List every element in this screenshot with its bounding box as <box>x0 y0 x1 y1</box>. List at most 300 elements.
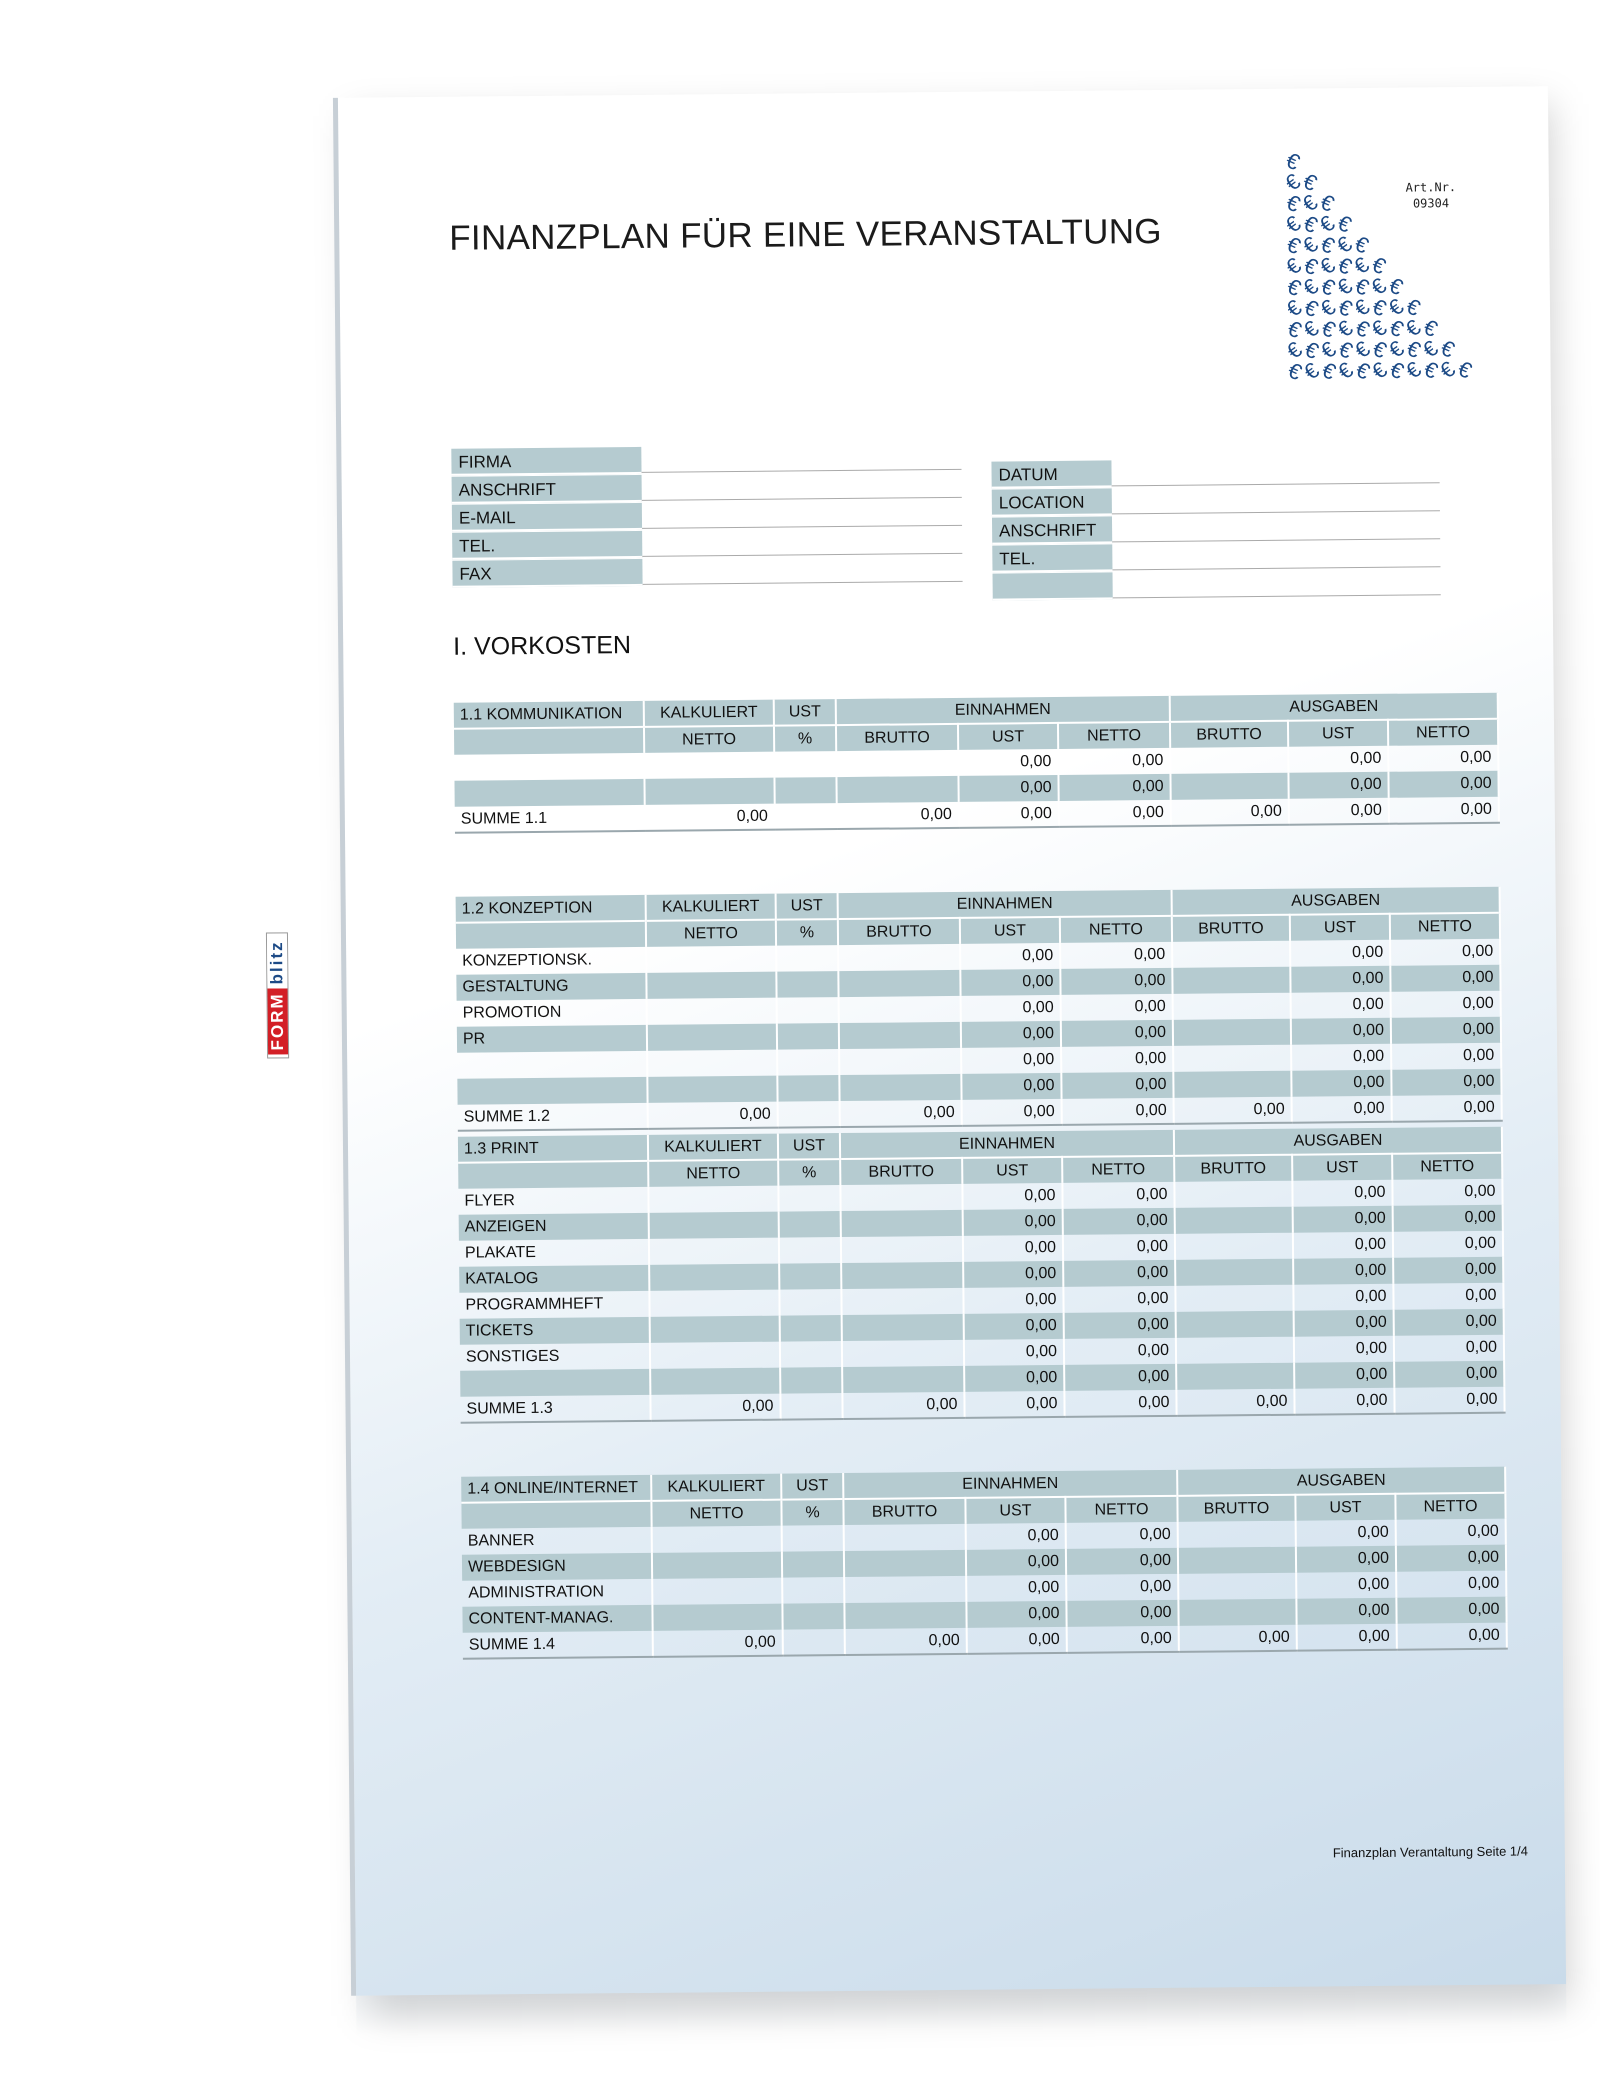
brand-logo <box>266 932 289 1058</box>
row-value[interactable] <box>844 1576 966 1603</box>
sum-value <box>783 1629 845 1656</box>
row-value: 0,00 <box>1394 1361 1504 1388</box>
row-value[interactable] <box>779 1237 841 1264</box>
row-value[interactable] <box>779 1211 841 1238</box>
euro-glyph-icon: € <box>1332 315 1358 343</box>
euro-glyph-icon: € <box>1386 356 1408 385</box>
col-ausgaben: AUSGABEN <box>1172 887 1500 916</box>
euro-glyph-icon: € <box>1282 189 1305 218</box>
euro-glyph-icon: € <box>1317 272 1339 301</box>
euro-glyph-icon: € <box>1315 294 1341 322</box>
row-value[interactable] <box>1178 1547 1296 1574</box>
euro-glyph-icon: € <box>1284 357 1306 386</box>
col-ust: UST <box>774 699 836 726</box>
subheader-ust: UST <box>965 1497 1065 1524</box>
row-label: KONZEPTIONSK. <box>456 947 646 975</box>
row-value[interactable] <box>839 996 961 1023</box>
sum-value: 0,00 <box>1179 1625 1297 1652</box>
row-value: 0,00 <box>1296 1520 1396 1547</box>
euro-glyph-icon: € <box>1283 273 1305 302</box>
subheader-netto: NETTO <box>1062 1156 1174 1183</box>
company-info-field-line[interactable] <box>643 581 963 585</box>
row-label: SONSTIGES <box>460 1343 650 1371</box>
row-value[interactable] <box>1173 1019 1291 1046</box>
subheader-percent: % <box>774 725 836 752</box>
row-value: 0,00 <box>961 1021 1061 1048</box>
row-value[interactable] <box>1175 1285 1293 1312</box>
row-value[interactable] <box>839 1048 961 1075</box>
col-ausgaben: AUSGABEN <box>1174 1127 1502 1156</box>
row-value[interactable] <box>647 1076 777 1103</box>
euro-glyph-icon: € <box>1297 189 1323 217</box>
row-value: 0,00 <box>1061 1046 1173 1073</box>
sum-value: 0,00 <box>1397 1623 1507 1650</box>
subheader-percent: % <box>781 1499 843 1526</box>
page-reflection <box>356 1984 1566 2036</box>
sum-value: 0,00 <box>842 1392 964 1419</box>
sum-value: 0,00 <box>650 1394 780 1421</box>
row-value[interactable] <box>841 1262 963 1289</box>
euro-glyph-icon: € <box>1298 273 1323 301</box>
subheader-brutto: BRUTTO <box>843 1498 965 1525</box>
row-value[interactable] <box>777 1049 839 1076</box>
subheader-empty <box>454 727 644 755</box>
document-title: FINANZPLAN FÜR EINE VERANSTALTUNG <box>449 211 1163 258</box>
sum-value: 0,00 <box>959 801 1059 828</box>
row-value[interactable] <box>1173 1071 1291 1098</box>
event-info-label: DATUM <box>991 460 1111 488</box>
sum-value: 0,00 <box>1294 1388 1394 1415</box>
finance-table <box>461 1467 1508 1660</box>
row-value: 0,00 <box>964 1339 1064 1366</box>
euro-glyph-icon: € <box>1350 230 1373 259</box>
euro-glyph-icon: € <box>1281 252 1306 280</box>
row-value: 0,00 <box>1391 1069 1501 1096</box>
row-value: 0,00 <box>1393 1257 1503 1284</box>
row-value: 0,00 <box>1288 746 1388 773</box>
row-value[interactable] <box>1172 941 1290 968</box>
col-einnahmen: EINNAHMEN <box>840 1130 1174 1159</box>
row-label: PR <box>457 1025 647 1053</box>
row-value: 0,00 <box>1064 1338 1176 1365</box>
finance-table <box>458 1127 1506 1424</box>
sum-value: 0,00 <box>1064 1390 1176 1417</box>
sum-value: 0,00 <box>845 1628 967 1655</box>
company-info-label: FAX <box>452 559 642 588</box>
euro-glyph-icon: € <box>1315 252 1340 280</box>
row-value: 0,00 <box>961 1073 1061 1100</box>
row-value: 0,00 <box>1390 965 1500 992</box>
row-value: 0,00 <box>1393 1231 1503 1258</box>
euro-glyph-icon: € <box>1419 313 1442 342</box>
sum-value: 0,00 <box>1067 1626 1179 1653</box>
euro-glyph-icon: € <box>1383 293 1409 322</box>
row-value[interactable] <box>782 1603 844 1630</box>
row-label <box>457 1051 647 1079</box>
row-value: 0,00 <box>1394 1335 1504 1362</box>
table-title: 1.4 ONLINE/INTERNET <box>461 1475 651 1503</box>
sum-value: 0,00 <box>1389 797 1499 824</box>
row-value[interactable] <box>644 752 774 779</box>
row-value[interactable] <box>836 776 958 803</box>
euro-glyph-icon: € <box>1300 294 1323 322</box>
article-number-value: 09304 <box>1412 196 1450 211</box>
row-value: 0,00 <box>1293 1258 1393 1285</box>
col-einnahmen: EINNAHMEN <box>836 696 1170 725</box>
euro-glyph-icon: € <box>1401 356 1426 384</box>
row-value[interactable] <box>650 1368 780 1395</box>
row-value[interactable] <box>650 1342 780 1369</box>
row-label: ANZEIGEN <box>459 1213 649 1241</box>
row-value[interactable] <box>844 1524 966 1551</box>
row-value[interactable] <box>777 997 839 1024</box>
event-info-label: ANSCHRIFT <box>992 516 1112 544</box>
row-value: 0,00 <box>1064 1364 1176 1391</box>
row-value[interactable] <box>780 1341 842 1368</box>
col-kalkuliert: KALKULIERT <box>644 700 774 727</box>
euro-glyph-icon: € <box>1315 336 1341 364</box>
sum-value <box>775 803 837 830</box>
subheader-brutto: BRUTTO <box>838 918 960 945</box>
row-value[interactable] <box>1178 1521 1296 1548</box>
row-value[interactable] <box>649 1212 779 1239</box>
euro-glyph-icon: € <box>1300 252 1322 280</box>
row-value: 0,00 <box>1060 942 1172 969</box>
row-value: 0,00 <box>1062 1182 1174 1209</box>
subheader-ust: UST <box>958 723 1058 750</box>
event-info-label: TEL. <box>992 544 1112 572</box>
row-value: 0,00 <box>1391 991 1501 1018</box>
row-value[interactable] <box>780 1367 842 1394</box>
row-label: ADMINISTRATION <box>462 1579 652 1607</box>
row-value[interactable] <box>782 1577 844 1604</box>
row-value: 0,00 <box>1066 1522 1178 1549</box>
row-value[interactable] <box>647 998 777 1025</box>
company-info-label: ANSCHRIFT <box>452 475 642 504</box>
row-value[interactable] <box>650 1316 780 1343</box>
row-value[interactable] <box>841 1236 963 1263</box>
row-value: 0,00 <box>1391 1043 1501 1070</box>
col-einnahmen: EINNAHMEN <box>843 1470 1177 1499</box>
row-value: 0,00 <box>1066 1548 1178 1575</box>
row-value[interactable] <box>652 1578 782 1605</box>
event-info-row <box>991 457 1439 488</box>
row-value: 0,00 <box>964 1313 1064 1340</box>
row-value[interactable] <box>1173 1045 1291 1072</box>
row-value[interactable] <box>1176 1363 1294 1390</box>
row-value[interactable] <box>841 1288 963 1315</box>
subheader-netto: NETTO <box>648 1160 778 1187</box>
subheader-empty <box>461 1501 651 1529</box>
subheader-ust: UST <box>1288 720 1388 747</box>
euro-glyph-icon: € <box>1385 272 1407 301</box>
row-value: 0,00 <box>961 995 1061 1022</box>
event-info-field-line[interactable] <box>1113 594 1441 598</box>
subheader-brutto: BRUTTO <box>1170 721 1288 748</box>
row-value[interactable] <box>838 944 960 971</box>
euro-glyph-icon: € <box>1280 168 1305 196</box>
euro-glyph-icon: € <box>1334 335 1357 364</box>
row-value: 0,00 <box>1391 1017 1501 1044</box>
row-value: 0,00 <box>1063 1286 1175 1313</box>
row-value[interactable] <box>1170 747 1288 774</box>
row-value[interactable] <box>1175 1233 1293 1260</box>
euro-glyph-icon: € <box>1366 314 1392 343</box>
row-value: 0,00 <box>1060 968 1172 995</box>
row-value: 0,00 <box>1063 1234 1175 1261</box>
row-value[interactable] <box>777 1075 839 1102</box>
row-value[interactable] <box>648 1186 778 1213</box>
row-value: 0,00 <box>966 1575 1066 1602</box>
row-value[interactable] <box>1170 773 1288 800</box>
row-value[interactable] <box>776 945 838 972</box>
row-value: 0,00 <box>964 1365 1064 1392</box>
row-value[interactable] <box>780 1315 842 1342</box>
euro-glyph-icon: € <box>1367 356 1392 385</box>
row-value[interactable] <box>782 1551 844 1578</box>
row-value: 0,00 <box>966 1523 1066 1550</box>
euro-glyph-icon: € <box>1349 293 1375 322</box>
row-label <box>457 1077 647 1105</box>
row-value: 0,00 <box>1393 1205 1503 1232</box>
row-value[interactable] <box>647 1024 777 1051</box>
sum-label: SUMME 1.3 <box>460 1395 650 1423</box>
row-value: 0,00 <box>1290 940 1390 967</box>
subheader-ust: UST <box>960 917 1060 944</box>
row-value: 0,00 <box>1291 1018 1391 1045</box>
row-value[interactable] <box>774 777 836 804</box>
euro-glyph-icon: € <box>1352 356 1374 385</box>
row-label: BANNER <box>462 1527 652 1555</box>
company-info-row <box>452 528 962 560</box>
row-value: 0,00 <box>1296 1546 1396 1573</box>
subheader-brutto: BRUTTO <box>1174 1155 1292 1182</box>
col-ausgaben: AUSGABEN <box>1170 693 1498 722</box>
euro-glyph-icon: € <box>1333 209 1356 238</box>
row-value: 0,00 <box>1061 994 1173 1021</box>
row-value: 0,00 <box>1390 939 1500 966</box>
row-label: FLYER <box>458 1187 648 1215</box>
row-value: 0,00 <box>966 1601 1066 1628</box>
row-value: 0,00 <box>961 1047 1061 1074</box>
row-value: 0,00 <box>1293 1232 1393 1259</box>
row-label: PROMOTION <box>457 999 647 1027</box>
row-value[interactable] <box>652 1552 782 1579</box>
sum-value: 0,00 <box>1292 1096 1392 1123</box>
row-value[interactable] <box>1175 1207 1293 1234</box>
row-value[interactable] <box>1174 1181 1292 1208</box>
row-value: 0,00 <box>1058 774 1170 801</box>
row-value: 0,00 <box>963 1287 1063 1314</box>
event-info-label <box>993 572 1113 600</box>
euro-glyph-icon: € <box>1368 335 1391 364</box>
sum-value: 0,00 <box>645 804 775 831</box>
sum-value: 0,00 <box>964 1391 1064 1418</box>
euro-glyph-icon: € <box>1402 293 1425 321</box>
sum-value: 0,00 <box>967 1627 1067 1654</box>
row-value[interactable] <box>779 1289 841 1316</box>
row-label: PLAKATE <box>459 1239 649 1267</box>
row-value[interactable] <box>649 1290 779 1317</box>
brand-logo-part1: FORM <box>267 988 288 1054</box>
row-value[interactable] <box>776 971 838 998</box>
row-label: CONTENT-MANAG. <box>462 1605 652 1633</box>
finance-table <box>454 693 1500 834</box>
row-value: 0,00 <box>1396 1519 1506 1546</box>
sum-label: SUMME 1.4 <box>463 1631 653 1659</box>
row-value[interactable] <box>842 1366 964 1393</box>
subheader-netto: NETTO <box>646 920 776 947</box>
row-value[interactable] <box>1175 1259 1293 1286</box>
section-heading: I. VORKOSTEN <box>453 631 632 661</box>
row-value[interactable] <box>649 1238 779 1265</box>
subheader-brutto: BRUTTO <box>836 724 958 751</box>
euro-glyph-icon: € <box>1299 357 1324 385</box>
sum-value <box>780 1393 842 1420</box>
row-value[interactable] <box>844 1602 966 1629</box>
euro-glyph-icon: € <box>1383 335 1409 364</box>
row-value[interactable] <box>1178 1573 1296 1600</box>
row-value: 0,00 <box>958 749 1058 776</box>
row-value[interactable] <box>646 946 776 973</box>
row-label <box>460 1369 650 1397</box>
company-info-label: FIRMA <box>451 447 641 476</box>
sum-value: 0,00 <box>837 802 959 829</box>
row-value[interactable] <box>839 1074 961 1101</box>
subheader-brutto: BRUTTO <box>840 1158 962 1185</box>
sum-value: 0,00 <box>962 1099 1062 1126</box>
euro-glyph-icon: € <box>1400 314 1426 342</box>
row-value[interactable] <box>1172 967 1290 994</box>
euro-glyph-icon: € <box>1283 315 1306 344</box>
row-value[interactable] <box>841 1210 963 1237</box>
row-value[interactable] <box>777 1023 839 1050</box>
row-value: 0,00 <box>1294 1336 1394 1363</box>
row-value[interactable] <box>840 1184 962 1211</box>
row-value[interactable] <box>778 1185 840 1212</box>
row-value: 0,00 <box>960 969 1060 996</box>
subheader-netto: NETTO <box>1058 722 1170 749</box>
euro-glyph-icon: € <box>1333 357 1358 385</box>
row-value[interactable] <box>652 1604 782 1631</box>
company-info-row <box>452 500 962 532</box>
row-value[interactable] <box>838 970 960 997</box>
subheader-empty <box>456 921 646 949</box>
sum-label: SUMME 1.1 <box>455 805 645 833</box>
row-value: 0,00 <box>958 775 1058 802</box>
row-value[interactable] <box>652 1526 782 1553</box>
row-value: 0,00 <box>1388 771 1498 798</box>
row-value[interactable] <box>1178 1599 1296 1626</box>
row-value: 0,00 <box>1393 1283 1503 1310</box>
row-value: 0,00 <box>1291 1070 1391 1097</box>
row-value: 0,00 <box>1061 1072 1173 1099</box>
sum-value: 0,00 <box>1062 1098 1174 1125</box>
row-value: 0,00 <box>963 1261 1063 1288</box>
col-ust: UST <box>776 893 838 920</box>
table-title: 1.2 KONZEPTION <box>456 895 646 923</box>
euro-glyph-icon: € <box>1281 294 1307 322</box>
euro-glyph-icon: € <box>1281 336 1307 364</box>
row-value: 0,00 <box>1296 1572 1396 1599</box>
company-info-row <box>451 444 961 476</box>
row-value: 0,00 <box>1063 1208 1175 1235</box>
row-value: 0,00 <box>1066 1574 1178 1601</box>
sum-value: 0,00 <box>1059 800 1171 827</box>
row-value: 0,00 <box>1061 1020 1173 1047</box>
row-label: GESTALTUNG <box>456 973 646 1001</box>
euro-glyph-icon: € <box>1368 293 1391 322</box>
subheader-percent: % <box>778 1159 840 1186</box>
row-value[interactable] <box>644 778 774 805</box>
sum-value: 0,00 <box>1176 1389 1294 1416</box>
col-kalkuliert: KALKULIERT <box>648 1134 778 1161</box>
sum-value: 0,00 <box>840 1100 962 1127</box>
subheader-ust: UST <box>1290 914 1390 941</box>
row-value: 0,00 <box>1291 992 1391 1019</box>
euro-glyph-icon: € <box>1297 231 1323 259</box>
row-value[interactable] <box>842 1340 964 1367</box>
euro-glyph-icon: € <box>1282 147 1304 176</box>
event-info-row <box>992 485 1440 516</box>
row-value: 0,00 <box>1292 1180 1392 1207</box>
sum-label: SUMME 1.2 <box>458 1103 648 1131</box>
row-label: KATALOG <box>459 1265 649 1293</box>
row-value: 0,00 <box>960 943 1060 970</box>
row-value: 0,00 <box>1064 1312 1176 1339</box>
row-value: 0,00 <box>1396 1597 1506 1624</box>
subheader-netto: NETTO <box>1392 1153 1502 1180</box>
row-label: TICKETS <box>460 1317 650 1345</box>
article-number <box>1371 179 1491 212</box>
euro-glyph-icon: € <box>1299 168 1321 196</box>
row-value[interactable] <box>836 750 958 777</box>
row-value: 0,00 <box>1388 745 1498 772</box>
euro-glyph-icon: € <box>1300 336 1323 364</box>
row-value: 0,00 <box>1293 1284 1393 1311</box>
col-kalkuliert: KALKULIERT <box>646 894 776 921</box>
sum-value: 0,00 <box>1392 1095 1502 1122</box>
row-value[interactable] <box>646 972 776 999</box>
row-value[interactable] <box>844 1550 966 1577</box>
row-value[interactable] <box>839 1022 961 1049</box>
euro-glyph-icon: € <box>1435 356 1460 384</box>
row-value[interactable] <box>779 1263 841 1290</box>
row-value[interactable] <box>647 1050 777 1077</box>
row-value[interactable] <box>1176 1311 1294 1338</box>
row-value[interactable] <box>1176 1337 1294 1364</box>
row-value[interactable] <box>842 1314 964 1341</box>
euro-glyph-icon: € <box>1314 210 1340 238</box>
row-label <box>454 753 644 781</box>
row-value[interactable] <box>774 751 836 778</box>
row-label: PROGRAMMHEFT <box>459 1291 649 1319</box>
row-value[interactable] <box>782 1525 844 1552</box>
sum-value: 0,00 <box>1297 1624 1397 1651</box>
finance-table <box>456 887 1503 1132</box>
subheader-netto: NETTO <box>1395 1493 1505 1520</box>
euro-glyph-icon: € <box>1317 314 1340 343</box>
table-title: 1.1 KOMMUNIKATION <box>454 701 644 729</box>
row-value[interactable] <box>1173 993 1291 1020</box>
euro-glyph-icon: € <box>1402 335 1425 363</box>
event-info-row <box>992 541 1440 572</box>
row-value[interactable] <box>649 1264 779 1291</box>
subheader-empty <box>458 1161 648 1189</box>
row-value: 0,00 <box>962 1183 1062 1210</box>
subheader-netto: NETTO <box>1060 916 1172 943</box>
company-info-row <box>452 472 962 504</box>
